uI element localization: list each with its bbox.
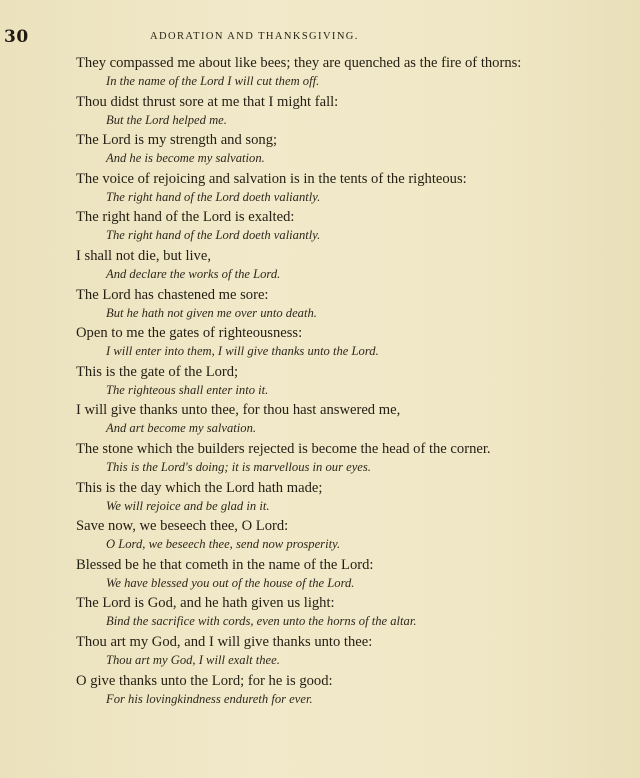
verse-line: The Lord is my strength and song;: [76, 132, 278, 149]
verse-response: And art become my salvation.: [106, 421, 257, 436]
verse-response: I will enter into them, I will give thanks unto the Lord.: [106, 344, 379, 359]
verse: [76, 594, 636, 633]
verse: [76, 401, 636, 440]
verse-line: O give thanks unto the Lord; for he is good:: [76, 672, 333, 689]
verse-response: O Lord, we beseech thee, send now prosperity.: [106, 537, 341, 552]
verse-line: I will give thanks unto thee, for thou hast answered me,: [76, 402, 401, 419]
running-title: ADORATION AND THANKSGIVING.: [150, 31, 359, 42]
verse-response: In the name of the Lord I will cut them off.: [106, 74, 320, 88]
verse: [76, 440, 636, 479]
verse-response: We have blessed you out of the house of the Lord.: [106, 575, 355, 590]
verse-line: Thou didst thrust sore at me that I might fall:: [76, 93, 339, 110]
verse: [76, 556, 636, 595]
verse: [76, 633, 636, 672]
verse-line: Thou art my God, and I will give thanks unto thee:: [76, 633, 373, 650]
verse: [76, 170, 636, 209]
verse-response: And declare the works of the Lord.: [106, 266, 281, 281]
verse-line: Open to me the gates of righteousness:: [76, 325, 303, 342]
verse-line: The voice of rejoicing and salvation is in the tents of the righteous:: [76, 170, 467, 187]
verse: [76, 324, 636, 363]
verse-response: Bind the sacrifice with cords, even unto the horns of the altar.: [106, 614, 417, 629]
verse-line: The stone which the builders rejected is become the head of the corner.: [76, 440, 491, 457]
verse: [76, 93, 636, 132]
verse-list: [76, 54, 636, 710]
verse-response: The right hand of the Lord doeth valiantly.: [106, 228, 321, 243]
verse: [76, 208, 636, 247]
verse-line: They compassed me about like bees; they are quenched as the fire of thorns:: [76, 55, 522, 71]
verse-response: Thou art my God, I will exalt thee.: [106, 652, 280, 667]
verse: [76, 363, 636, 402]
verse-line: The Lord is God, and he hath given us light:: [76, 595, 335, 612]
verse: [76, 672, 636, 711]
verse-line: The right hand of the Lord is exalted:: [76, 209, 295, 226]
verse-response: We will rejoice and be glad in it.: [106, 498, 270, 513]
verse: [76, 286, 636, 325]
verse-response: But the Lord helped me.: [106, 112, 227, 127]
page-number: 30: [4, 27, 29, 47]
verse: [76, 131, 636, 170]
verse: [76, 54, 636, 93]
verse: [76, 247, 636, 286]
verse-line: Save now, we beseech thee, O Lord:: [76, 518, 289, 535]
verse-response: For his lovingkindness endureth for ever.: [106, 691, 313, 706]
verse-response: But he hath not given me over unto death.: [106, 305, 317, 320]
verse-line: This is the gate of the Lord;: [76, 363, 239, 380]
verse-response: This is the Lord's doing; it is marvellous in our eyes.: [106, 459, 371, 474]
verse-line: This is the day which the Lord hath made;: [76, 479, 323, 496]
verse-line: I shall not die, but live,: [76, 247, 211, 264]
verse: [76, 479, 636, 518]
verse-response: The righteous shall enter into it.: [106, 382, 269, 397]
verse-line: Blessed be he that cometh in the name of the Lord:: [76, 556, 374, 573]
verse-response: The right hand of the Lord doeth valiantly.: [106, 189, 321, 204]
verse-line: The Lord has chastened me sore:: [76, 286, 269, 303]
verse: [76, 517, 636, 556]
verse-response: And he is become my salvation.: [106, 151, 265, 166]
